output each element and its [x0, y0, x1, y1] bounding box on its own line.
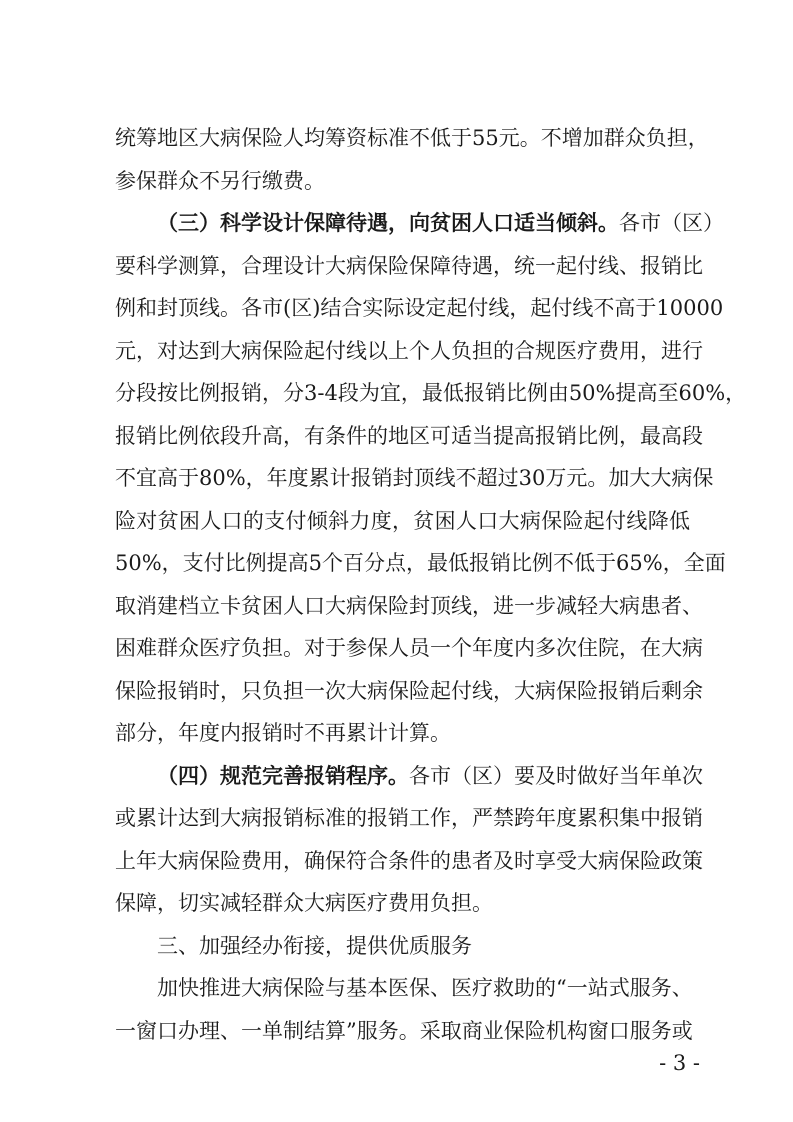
text-line: 保障，切实减轻群众大病医疗费用负担。: [115, 891, 493, 915]
section-four-text: 各市（区）要及时做好当年单次: [409, 764, 703, 788]
text-line: 统筹地区大病保险人均筹资标准不低于55元。不增加群众负担，: [115, 126, 709, 150]
text-line: 加快推进大病保险与基本医保、医疗救助的“一站式服务、: [157, 976, 693, 1000]
text-line: 上年大病保险费用，确保符合条件的患者及时享受大病保险政策: [115, 849, 703, 873]
text-line: 分段按比例报销，分3-4段为宜，最低报销比例由50%提高至60%，: [115, 381, 747, 405]
page-number: - 3 -: [659, 1051, 700, 1075]
text-line: 或累计达到大病报销标准的报销工作，严禁跨年度累积集中报销: [115, 806, 703, 830]
section-three-title: （三）科学设计保障待遇，向贫困人口适当倾斜。: [157, 211, 619, 235]
text-line: 险对贫困人口的支付倾斜力度，贫困人口大病保险起付线降低: [115, 509, 690, 533]
text-line: 50%，支付比例提高5个百分点，最低报销比例不低于65%，全面: [115, 551, 726, 575]
section-four-first-line: [157, 758, 703, 794]
section-heading: 三、加强经办衔接，提供优质服务: [157, 934, 472, 958]
text-line: 例和封顶线。各市(区)结合实际设定起付线，起付线不高于10000: [115, 296, 724, 320]
text-line: 一窗口办理、一单制结算”服务。采取商业保险机构窗口服务或: [115, 1019, 693, 1043]
text-line: 不宜高于80%，年度累计报销封顶线不超过30万元。加大大病保: [115, 466, 714, 490]
text-line: 报销比例依段升高，有条件的地区可适当提高报销比例，最高段: [115, 424, 703, 448]
text-line: 元，对达到大病保险起付线以上个人负担的合规医疗费用，进行: [115, 339, 703, 363]
section-three-text: 各市（区）: [619, 211, 724, 235]
text-line: 困难群众医疗负担。对于参保人员一个年度内多次住院，在大病: [115, 636, 703, 660]
text-line: 取消建档立卡贫困人口大病保险封顶线，进一步减轻大病患者、: [115, 594, 703, 618]
text-line: 参保群众不另行缴费。: [115, 169, 325, 193]
text-line: 要科学测算，合理设计大病保险保障待遇，统一起付线、报销比: [115, 254, 703, 278]
section-three-first-line: [157, 205, 724, 241]
text-line: 保险报销时，只负担一次大病保险起付线，大病保险报销后剩余: [115, 679, 703, 703]
text-line: 部分，年度内报销时不再累计计算。: [115, 721, 451, 745]
section-four-title: （四）规范完善报销程序。: [157, 764, 409, 788]
